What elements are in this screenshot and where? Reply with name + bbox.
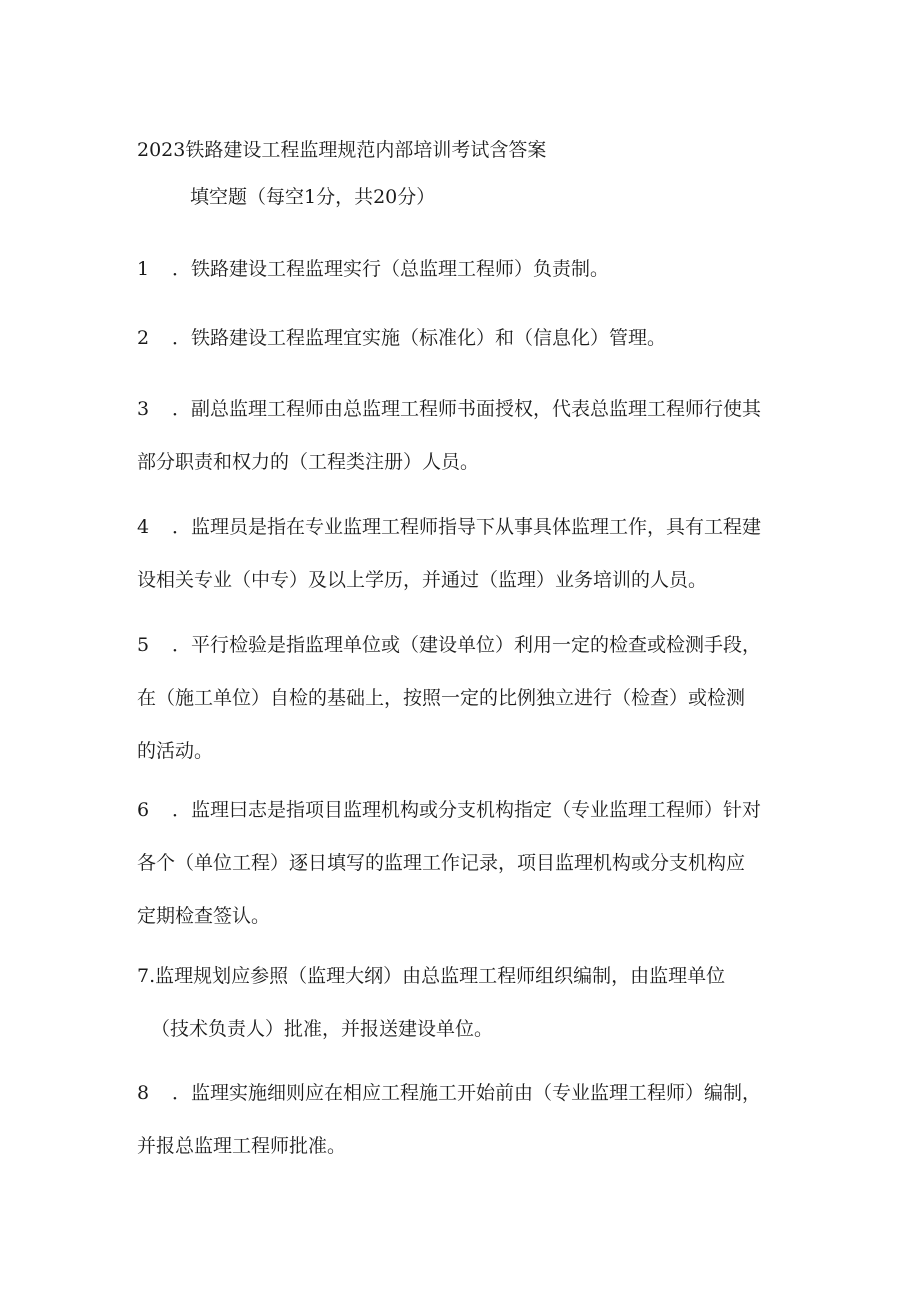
- question-4: [137, 507, 787, 600]
- question-line: [137, 249, 787, 289]
- question-line: [137, 442, 787, 482]
- question-7: [137, 956, 787, 1049]
- question-line: [137, 560, 787, 600]
- question-text: ．监理员是指在专业监理工程师指导下从事具体监理工作，具有工程建: [172, 516, 762, 538]
- question-text: 并报总监理工程师批准。: [137, 1135, 347, 1157]
- question-line: [137, 956, 787, 996]
- document-title: 2023铁路建设工程监理规范内部培训考试含答案: [137, 139, 547, 161]
- question-text: ．监理曰志是指项目监理机构或分支机构指定（专业监理工程师）针对: [172, 799, 762, 821]
- question-line: [137, 318, 787, 358]
- question-number: 3: [137, 398, 150, 420]
- question-text: ．平行检验是指监理单位或（建设单位）利用一定的检查或检测手段，: [172, 634, 762, 656]
- question-text: ．铁路建设工程监理实行（总监理工程师）负责制。: [172, 258, 610, 280]
- question-text: 的活动。: [137, 740, 214, 762]
- question-line: [137, 389, 787, 429]
- question-text: 在（施工单位）自检的基础上，按照一定的比例独立进行（检查）或检测: [137, 687, 746, 709]
- question-text: 部分职责和权力的（工程类注册）人员。: [137, 451, 480, 473]
- question-number: 8: [137, 1082, 150, 1104]
- question-text: 设相关专业（中专）及以上学历，并通过（监理）业务培训的人员。: [137, 569, 708, 591]
- question-line: [137, 843, 787, 883]
- question-text: 监理规划应参照（监理大纲）由总监理工程师组织编制，由监理单位: [155, 965, 726, 987]
- question-line: [137, 731, 787, 771]
- question-line: [137, 1009, 787, 1049]
- question-text: 定期检查签认。: [137, 905, 271, 927]
- question-number: 1: [137, 258, 150, 280]
- question-8: [137, 1073, 787, 1166]
- question-2: [137, 318, 787, 358]
- question-5: [137, 625, 787, 771]
- question-line: [137, 1126, 787, 1166]
- question-3: [137, 389, 787, 482]
- question-line: [137, 790, 787, 830]
- question-number: 4: [137, 516, 150, 538]
- question-number: 5: [137, 634, 150, 656]
- question-line: [137, 678, 787, 718]
- question-line: [137, 1073, 787, 1113]
- question-line: [137, 507, 787, 547]
- question-line: [137, 896, 787, 936]
- question-text: ．副总监理工程师由总监理工程师书面授权，代表总监理工程师行使其: [172, 398, 762, 420]
- question-text: （技术负责人）批准，并报送建设单位。: [151, 1018, 494, 1040]
- question-text: ．铁路建设工程监理宜实施（标准化）和（信息化）管理。: [172, 327, 667, 349]
- question-6: [137, 790, 787, 936]
- question-number: 6: [137, 799, 150, 821]
- section-heading: 填空题（每空1分，共20分）: [190, 186, 436, 208]
- question-number: 7.: [137, 965, 156, 987]
- question-number: 2: [137, 327, 150, 349]
- question-1: [137, 249, 787, 289]
- question-line: [137, 625, 787, 665]
- question-text: 各个（单位工程）逐日填写的监理工作记录，项目监理机构或分支机构应: [137, 852, 746, 874]
- question-text: ．监理实施细则应在相应工程施工开始前由（专业监理工程师）编制，: [172, 1082, 762, 1104]
